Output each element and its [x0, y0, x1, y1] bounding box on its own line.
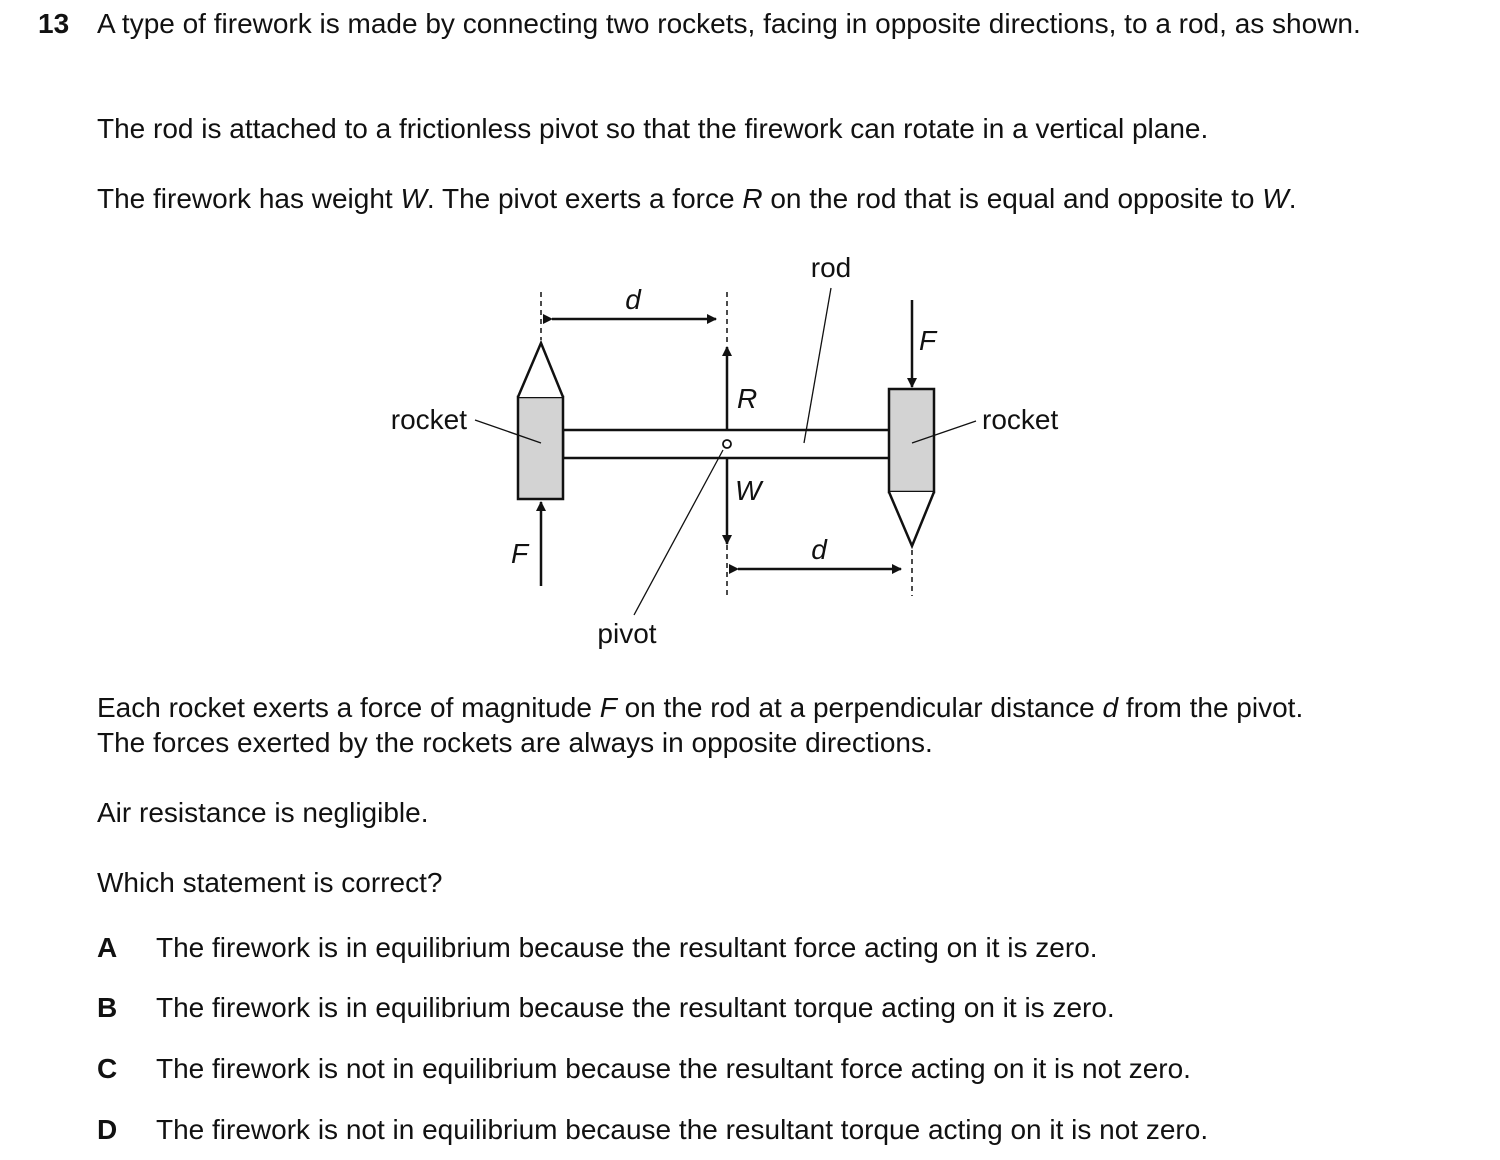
force-sentence-part: Each rocket exerts a force of magnitude — [97, 692, 600, 723]
option-text: The firework is not in equilibrium because the resultant torque acting on it is not zero. — [156, 1114, 1209, 1145]
option-text: The firework is not in equilibrium because the resultant force acting on it is not zero. — [156, 1053, 1191, 1084]
symbol-w: W — [400, 183, 427, 214]
question-prompt: Which statement is correct? — [97, 867, 443, 898]
label-rocket-right: rocket — [982, 404, 1059, 435]
label-d-top: d — [625, 284, 641, 315]
air-resistance-sentence: Air resistance is negligible. — [97, 797, 429, 828]
weight-sentence-part: . — [1288, 183, 1297, 214]
label-f-right: F — [919, 325, 937, 356]
leader-rod — [804, 288, 831, 443]
weight-sentence — [97, 181, 1417, 216]
force-sentence-part: on the rod at a perpendicular distance — [616, 692, 1103, 723]
weight-sentence-part: . The pivot exerts a force — [426, 183, 743, 214]
label-pivot: pivot — [597, 618, 657, 649]
option-letter: C — [97, 1053, 118, 1084]
label-rod: rod — [810, 252, 852, 283]
left-rocket-nose — [518, 343, 563, 397]
pivot-sentence: The rod is attached to a frictionless pivot so that the firework can rotate in a vertical plane. — [97, 113, 1209, 144]
force-sentence — [97, 690, 1417, 760]
option-letter: D — [97, 1114, 118, 1145]
label-f-left: F — [511, 538, 529, 569]
right-rocket-body — [889, 389, 934, 492]
force-sentence-line2: The forces exerted by the rockets are always in opposite directions. — [97, 727, 933, 758]
symbol-w: W — [1262, 183, 1289, 214]
option-letter: A — [97, 932, 118, 963]
question-intro: A type of firework is made by connecting two rockets, facing in opposite directions, to a rod, as shown. — [97, 8, 1361, 39]
symbol-d: d — [1102, 692, 1119, 723]
left-rocket-body — [518, 397, 563, 499]
right-rocket-nose — [889, 492, 934, 546]
symbol-r: R — [742, 183, 763, 214]
option-text: The firework is in equilibrium because the resultant torque acting on it is zero. — [156, 992, 1115, 1023]
label-rocket-left: rocket — [390, 404, 467, 435]
label-w: W — [735, 475, 762, 506]
left-rocket — [518, 343, 563, 499]
pivot-point — [723, 440, 731, 448]
weight-sentence-part: The firework has weight — [97, 183, 401, 214]
weight-sentence-part: on the rod that is equal and opposite to — [762, 183, 1263, 214]
leader-pivot — [634, 450, 723, 615]
symbol-f: F — [599, 692, 617, 723]
label-r: R — [737, 383, 758, 414]
right-rocket — [889, 389, 934, 546]
question-number: 13 — [38, 8, 70, 39]
option-text: The firework is in equilibrium because the resultant force acting on it is zero. — [156, 932, 1098, 963]
label-d-bottom: d — [811, 534, 827, 565]
firework-diagram — [0, 240, 1500, 660]
option-letter: B — [97, 992, 118, 1023]
force-sentence-part: from the pivot. — [1118, 692, 1304, 723]
